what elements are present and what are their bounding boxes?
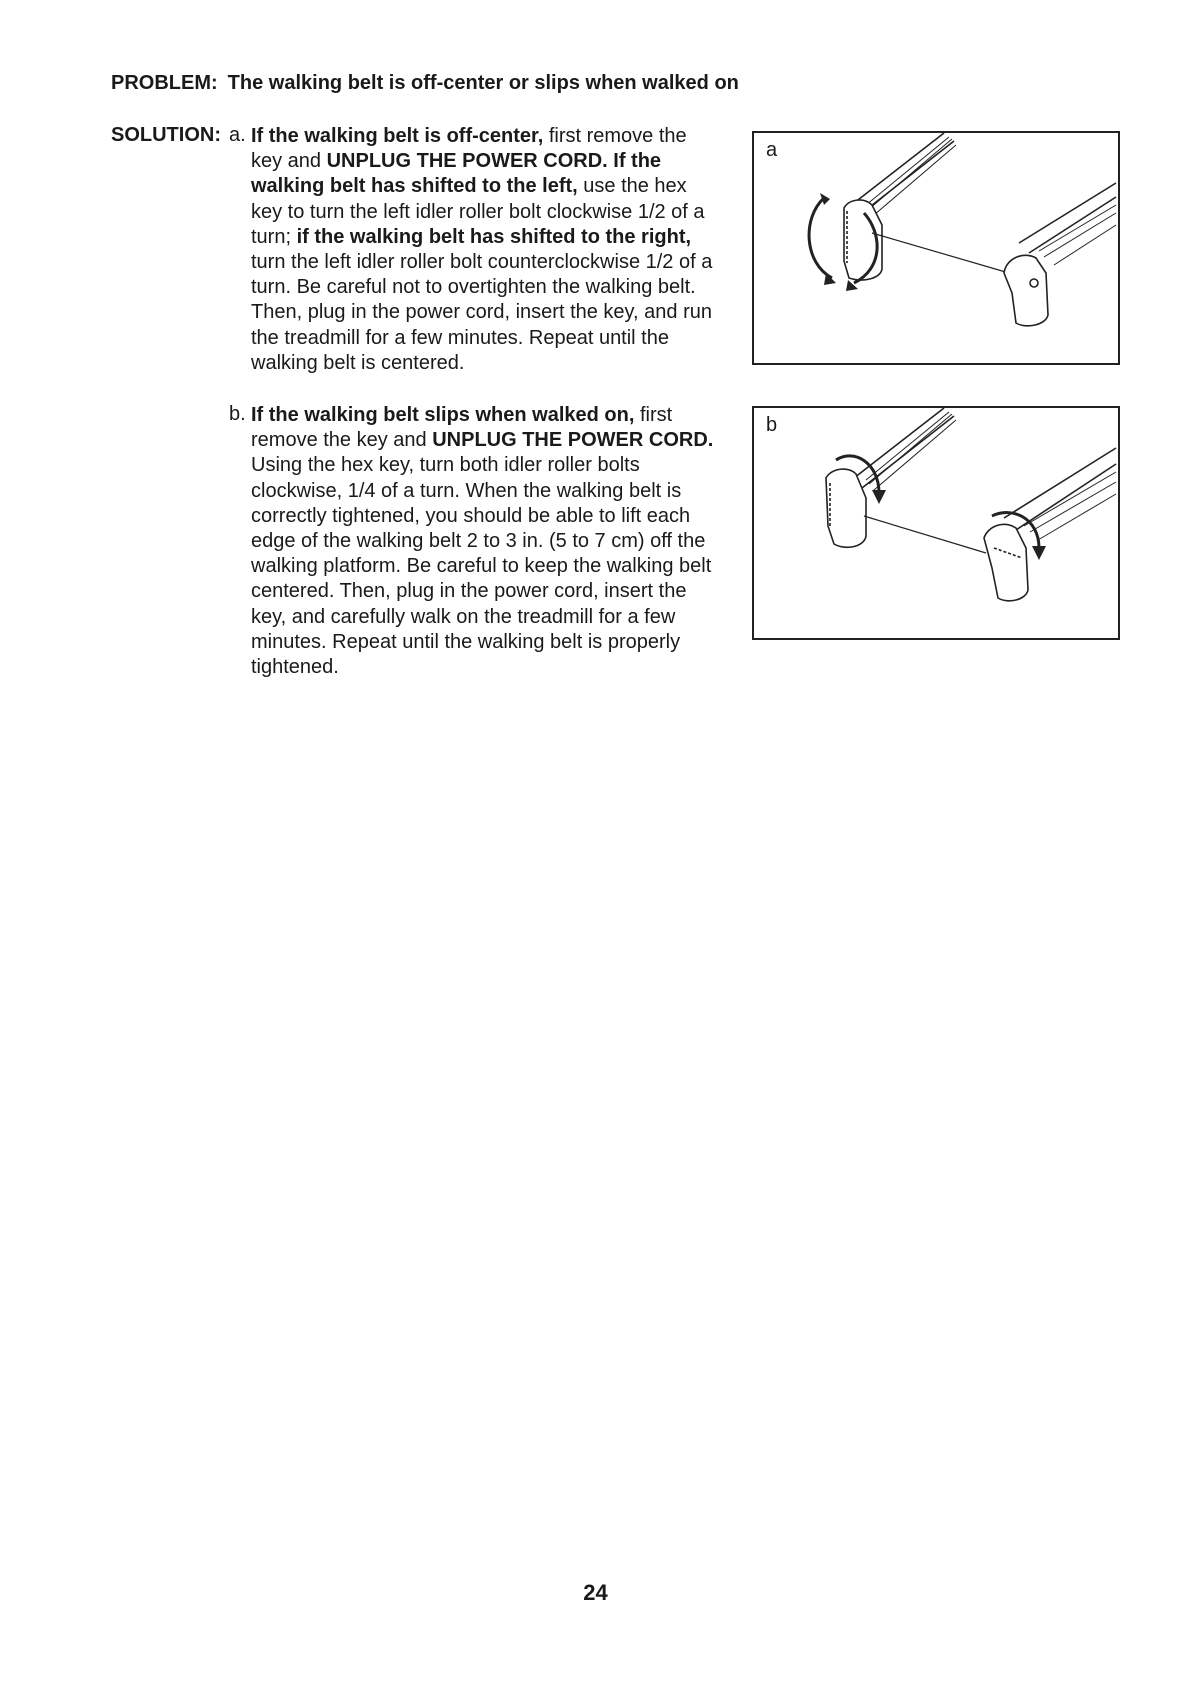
treadmill-illustration-a	[754, 133, 1118, 363]
item-b-bold-1: If the walking belt slips when walked on,	[251, 404, 635, 426]
page-number: 24	[583, 1580, 608, 1605]
item-a-text-6: turn the left idler roller bolt counterclockwise 1/2 of a turn. Be careful not to overtighten the walking belt. Then, plug in the power cord, insert the key, and run the treadmill for a few minutes. Repeat until the walking belt is centered.	[251, 251, 713, 374]
item-a-bold-5: if the walking belt has shifted to the right,	[296, 225, 692, 248]
problem-label: PROBLEM:	[111, 72, 218, 94]
item-a-bold-1: If the walking belt is off-center,	[251, 125, 544, 147]
item-a-bold-3: UNPLUG THE POWER CORD. If the walking belt has shifted to the left,	[251, 150, 662, 198]
figure-a-label: a	[766, 139, 778, 161]
solution-label: SOLUTION:	[111, 124, 221, 146]
item-b-text-4: Using the hex key, turn both idler roller bolts clockwise, 1/4 of a turn. When the walking belt is correctly tightened, you should be able to lift each edge of the walking belt 2 to 3 in. (5 to 7 cm) off the walking platform. Be careful to keep the walking belt centered. Then, plug in the power cord, insert the key, and carefully walk on the treadmill for a few minutes. Repeat until the walking belt is properly tightened.	[251, 454, 712, 679]
figure-b-label: b	[766, 414, 778, 436]
figure-a	[752, 131, 1120, 365]
figure-b	[752, 406, 1120, 640]
solution-item-a-text	[251, 124, 721, 376]
item-b-text-2: first remove the key and	[251, 404, 673, 452]
item-a-text-2: first remove the key and	[251, 125, 687, 173]
problem-heading	[111, 72, 739, 95]
item-a-text-4: use the hex key to turn the left idler roller bolt clockwise 1/2 of a turn;	[251, 175, 705, 248]
solution-item-b-letter: b.	[229, 403, 246, 425]
item-b-bold-3: UNPLUG THE POWER CORD.	[432, 429, 714, 452]
problem-text: The walking belt is off-center or slips when walked on	[227, 72, 739, 94]
treadmill-illustration-b	[754, 408, 1118, 638]
solution-item-b-text	[251, 403, 721, 680]
solution-item-a-letter: a.	[229, 124, 246, 146]
